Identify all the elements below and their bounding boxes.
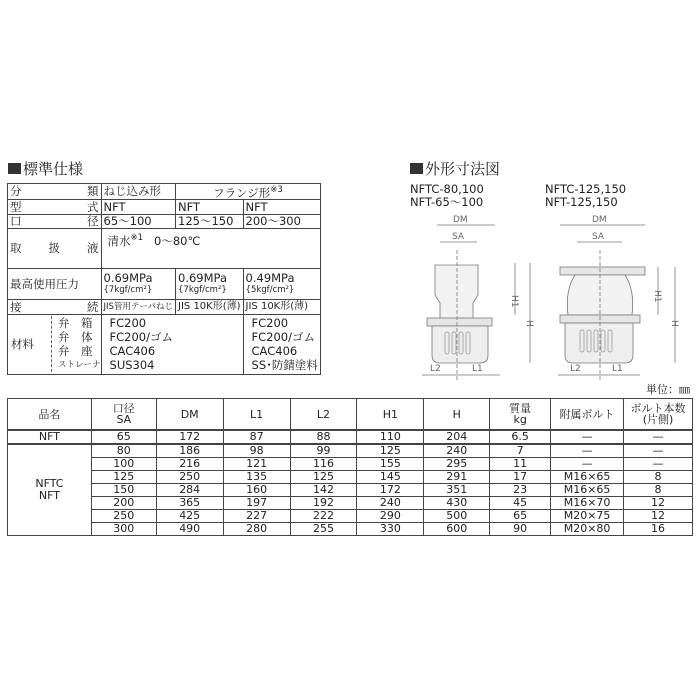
table-cell: 23 bbox=[490, 484, 551, 497]
table-cell: 430 bbox=[424, 497, 490, 510]
spec-table bbox=[7, 183, 321, 375]
table-cell: 121 bbox=[223, 458, 290, 471]
svg-text:L2: L2 bbox=[430, 364, 441, 374]
square-bullet-icon bbox=[410, 163, 423, 174]
table-cell: 16 bbox=[624, 523, 693, 536]
left-valve-drawing bbox=[422, 215, 534, 380]
table-cell: 12 bbox=[624, 510, 693, 523]
cell: NFT bbox=[243, 199, 320, 214]
cell: JIS 10K形(薄) bbox=[243, 299, 320, 314]
table-cell: 12 bbox=[624, 497, 693, 510]
cell: 0.49MPa {5kgf/cm²} bbox=[243, 268, 320, 299]
table-row bbox=[8, 430, 693, 444]
svg-text:H1: H1 bbox=[509, 295, 519, 308]
header-cell: L2 bbox=[290, 399, 357, 431]
header-row bbox=[8, 399, 693, 431]
table-cell: 200 bbox=[91, 497, 156, 510]
table-cell: 186 bbox=[156, 444, 223, 458]
table-cell: 98 bbox=[223, 444, 290, 458]
svg-text:H1: H1 bbox=[652, 290, 662, 303]
label: 最高使用圧力 bbox=[8, 268, 102, 299]
svg-text:DM: DM bbox=[592, 215, 607, 225]
header-cell: H bbox=[424, 399, 490, 431]
table-cell: 11 bbox=[490, 458, 551, 471]
svg-text:H: H bbox=[524, 320, 534, 327]
table-cell: 100 bbox=[91, 458, 156, 471]
table-cell: — bbox=[551, 444, 624, 458]
table-cell: 135 bbox=[223, 471, 290, 484]
svg-text:SA: SA bbox=[452, 232, 465, 242]
table-row bbox=[8, 523, 693, 536]
header-cell: 質量 kg bbox=[490, 399, 551, 431]
svg-text:DM: DM bbox=[453, 215, 468, 225]
svg-text:L1: L1 bbox=[612, 364, 623, 374]
table-cell: 227 bbox=[223, 510, 290, 523]
table-cell: 90 bbox=[490, 523, 551, 536]
table-cell: 65 bbox=[91, 430, 156, 444]
header-cell: H1 bbox=[357, 399, 424, 431]
material-label: 材料 弁 箱 弁 体 弁 座 ストレーナ bbox=[8, 314, 102, 374]
svg-text:L1: L1 bbox=[472, 364, 483, 374]
table-cell: M16×70 bbox=[551, 497, 624, 510]
label: 分 類 bbox=[8, 184, 102, 200]
header-cell: 品名 bbox=[8, 399, 92, 431]
svg-text:SA: SA bbox=[592, 232, 605, 242]
spec-row-kokei bbox=[8, 214, 321, 228]
label: 取 扱 液 bbox=[8, 228, 102, 268]
table-cell: 80 bbox=[91, 444, 156, 458]
table-cell: 284 bbox=[156, 484, 223, 497]
table-cell: M20×75 bbox=[551, 510, 624, 523]
right-caption: NFTC-125,150 NFT-125,150 bbox=[545, 182, 627, 209]
table-cell: 142 bbox=[290, 484, 357, 497]
table-row bbox=[8, 510, 693, 523]
table-cell: 204 bbox=[424, 430, 490, 444]
header-cell: ボルト本数 (片側) bbox=[624, 399, 693, 431]
right-valve-drawing bbox=[558, 215, 679, 380]
table-cell: 110 bbox=[357, 430, 424, 444]
label: 口 径 bbox=[8, 214, 102, 228]
table-cell: 125 bbox=[91, 471, 156, 484]
product-name: NFT bbox=[8, 430, 92, 444]
table-cell: 197 bbox=[223, 497, 290, 510]
spec-heading bbox=[8, 158, 83, 179]
table-cell: 87 bbox=[223, 430, 290, 444]
table-cell: 330 bbox=[357, 523, 424, 536]
table-cell: 155 bbox=[357, 458, 424, 471]
spec-row-pressure bbox=[8, 268, 321, 299]
table-cell: M16×65 bbox=[551, 471, 624, 484]
table-cell: M16×65 bbox=[551, 484, 624, 497]
spec-row-bunrui bbox=[8, 184, 321, 200]
material-left: FC200 FC200/ゴム CAC406 SUS304 bbox=[101, 314, 243, 374]
table-cell: — bbox=[624, 444, 693, 458]
table-cell: 425 bbox=[156, 510, 223, 523]
table-cell: 88 bbox=[290, 430, 357, 444]
table-cell: — bbox=[551, 458, 624, 471]
table-cell: 192 bbox=[290, 497, 357, 510]
svg-text:H: H bbox=[669, 320, 679, 327]
spec-row-connection bbox=[8, 299, 321, 314]
table-row bbox=[8, 497, 693, 510]
spec-row-katashiki bbox=[8, 199, 321, 214]
table-cell: 65 bbox=[490, 510, 551, 523]
header-cell: DM bbox=[156, 399, 223, 431]
table-row bbox=[8, 444, 693, 458]
table-cell: 116 bbox=[290, 458, 357, 471]
table-cell: 222 bbox=[290, 510, 357, 523]
table-cell: 300 bbox=[91, 523, 156, 536]
cell: 65～100 bbox=[101, 214, 176, 228]
table-row bbox=[8, 458, 693, 471]
spec-title: 標準仕様 bbox=[23, 160, 84, 178]
table-cell: 250 bbox=[156, 471, 223, 484]
table-cell: 240 bbox=[424, 444, 490, 458]
table-cell: 8 bbox=[624, 484, 693, 497]
table-cell: 500 bbox=[424, 510, 490, 523]
cell: JIS 10K形(薄) bbox=[176, 299, 244, 314]
table-cell: 255 bbox=[290, 523, 357, 536]
dimensions-table bbox=[7, 398, 693, 536]
table-cell: 6.5 bbox=[490, 430, 551, 444]
label: 接 続 bbox=[8, 299, 102, 314]
table-row bbox=[8, 471, 693, 484]
table-cell: 172 bbox=[156, 430, 223, 444]
table-cell: 490 bbox=[156, 523, 223, 536]
svg-text:L2: L2 bbox=[570, 364, 581, 374]
header-cell: 口径 SA bbox=[91, 399, 156, 431]
label: 型 式 bbox=[8, 199, 102, 214]
table-cell: 365 bbox=[156, 497, 223, 510]
table-cell: 160 bbox=[223, 484, 290, 497]
table-cell: 125 bbox=[357, 444, 424, 458]
cell: 125～150 bbox=[176, 214, 244, 228]
table-cell: 240 bbox=[357, 497, 424, 510]
square-bullet-icon bbox=[8, 163, 21, 174]
table-cell: 150 bbox=[91, 484, 156, 497]
cell: NFT bbox=[176, 199, 244, 214]
table-row bbox=[8, 484, 693, 497]
flange-type: フランジ形$^{※3}$ bbox=[176, 184, 321, 200]
table-cell: 17 bbox=[490, 471, 551, 484]
cell: 0.69MPa {7kgf/cm²} bbox=[176, 268, 244, 299]
cell: 200～300 bbox=[243, 214, 320, 228]
table-cell: 351 bbox=[424, 484, 490, 497]
left-caption: NFTC-80,100 NFT-65～100 bbox=[410, 182, 484, 209]
header-cell: 附属ボルト bbox=[551, 399, 624, 431]
screw-type: ねじ込み形 bbox=[101, 184, 176, 200]
spec-row-fluid bbox=[8, 228, 321, 268]
table-cell: — bbox=[624, 430, 693, 444]
material-right: FC200 FC200/ゴム CAC406 SS･防錆塗料 bbox=[243, 314, 320, 374]
table-cell: M20×80 bbox=[551, 523, 624, 536]
table-cell: 280 bbox=[223, 523, 290, 536]
table-cell: 8 bbox=[624, 471, 693, 484]
table-cell: 145 bbox=[357, 471, 424, 484]
cell: 0.69MPa {7kgf/cm²} bbox=[101, 268, 176, 299]
table-cell: 7 bbox=[490, 444, 551, 458]
table-cell: 250 bbox=[91, 510, 156, 523]
table-cell: 295 bbox=[424, 458, 490, 471]
unit-label: 単位：㎜ bbox=[646, 383, 690, 396]
drawing-heading bbox=[410, 158, 500, 179]
drawing-title: 外形寸法図 bbox=[425, 160, 501, 178]
table-cell: 291 bbox=[424, 471, 490, 484]
spec-row-material bbox=[8, 314, 321, 374]
cell: NFT bbox=[101, 199, 176, 214]
fluid-value: 清水$^{※1}$ 0～80℃ bbox=[101, 228, 320, 268]
table-cell: 45 bbox=[490, 497, 551, 510]
table-cell: 290 bbox=[357, 510, 424, 523]
table-cell: 125 bbox=[290, 471, 357, 484]
product-name: NFTC NFT bbox=[8, 444, 92, 536]
table-cell: 172 bbox=[357, 484, 424, 497]
dimension-drawings bbox=[400, 215, 690, 385]
header-cell: L1 bbox=[223, 399, 290, 431]
table-cell: — bbox=[624, 458, 693, 471]
table-cell: 216 bbox=[156, 458, 223, 471]
cell: JIS管用テーパねじ bbox=[101, 299, 176, 314]
table-cell: — bbox=[551, 430, 624, 444]
table-cell: 600 bbox=[424, 523, 490, 536]
table-cell: 99 bbox=[290, 444, 357, 458]
